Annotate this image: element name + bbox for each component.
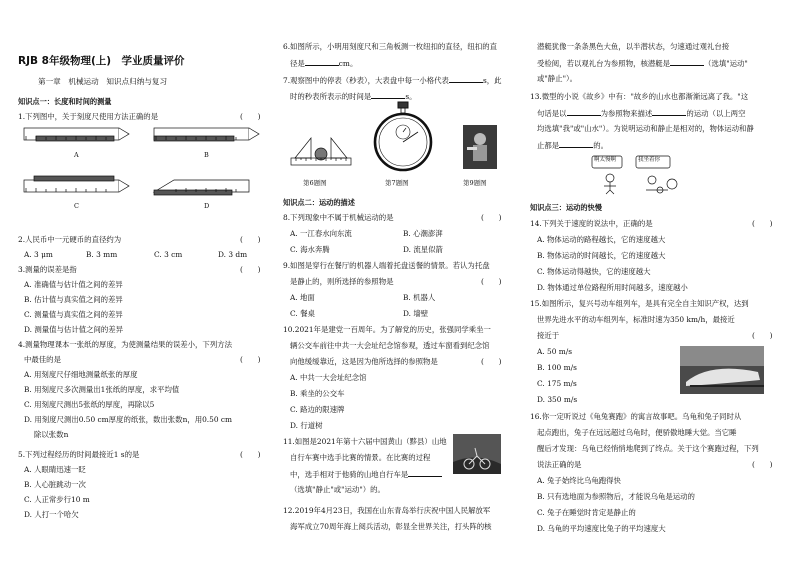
answer-blank[interactable] xyxy=(559,141,593,148)
middle-column xyxy=(283,0,513,561)
q10-option-b: B. 乘坐的公交车 xyxy=(290,389,345,398)
left-column xyxy=(18,0,273,561)
question-16-line-3: 醒后才发现：乌龟已经悄悄地爬到了终点。关于这个赛跑过程，下列 xyxy=(537,444,759,453)
answer-paren-1: ( ) xyxy=(240,112,261,121)
question-2: 2.人民币中一元硬币的直径约为 xyxy=(18,235,122,244)
q4-option-b: B. 用刻度尺多次测量出1张纸的厚度，求平均值 xyxy=(24,385,180,394)
right-column xyxy=(530,0,785,561)
question-11-line-1: 11.如图是2021年第十六届中国黄山（黟县）山地 xyxy=(283,437,447,446)
q9-option-b: B. 机器人 xyxy=(403,293,436,302)
q5-option-d: D. 人打一个哈欠 xyxy=(24,510,79,519)
answer-blank[interactable] xyxy=(371,92,405,99)
q16-option-a: A. 兔子始终比乌龟跑得快 xyxy=(537,476,621,485)
q8-option-c: C. 海水奔腾 xyxy=(290,245,330,254)
answer-blank[interactable] xyxy=(449,76,483,83)
q10-option-a: A. 中共一大会址纪念馆 xyxy=(290,373,367,382)
section-heading-2: 知识点二：运动的描述 xyxy=(283,198,355,207)
question-11-line-4: （选填"静止"或"运动"）的。 xyxy=(290,485,385,494)
q8-option-b: B. 心潮澎湃 xyxy=(403,229,443,238)
robot-waiter-photo xyxy=(463,125,497,169)
section-heading-3: 知识点三：运动的快慢 xyxy=(530,203,602,212)
q14-option-d: D. 物体通过单位路程所用时间越多，速度越小 xyxy=(537,283,688,292)
ruler-b xyxy=(154,128,259,141)
question-6-line-2: 径是 cm。 xyxy=(290,59,358,68)
q8-option-d: D. 流星似箭 xyxy=(403,245,443,254)
bike-scene xyxy=(453,434,501,474)
page-title: RJB 8年级物理(上) 学业质量评价 xyxy=(18,55,185,67)
q4-option-d-line-1: D. 用刻度尺测出0.50 cm厚度的纸张，数出张数n，用0.50 cm xyxy=(24,415,233,424)
option-label-a: A xyxy=(74,151,79,159)
ruler-a xyxy=(24,128,129,141)
question-6-line-1: 6.如图所示，小明用刻度尺和三角板测一枚纽扣的直径，纽扣的直 xyxy=(283,42,497,51)
option-label-b: B xyxy=(204,151,209,159)
q16-option-b: B. 只有选地面为参照物后，才能说乌龟是运动的 xyxy=(537,492,695,501)
question-15-line-1: 15.如图所示，复兴号动车组列车，是具有完全自主知识产权，达到 xyxy=(530,299,749,308)
q5-option-c: C. 人正常步行10 m xyxy=(24,495,90,504)
question-1: 1.下列图中，关于刻度尺使用方法正确的是 xyxy=(18,112,159,121)
answer-paren-10: ( ) xyxy=(481,357,502,366)
question-16-line-1: 16.你一定听说过《龟兔赛跑》的寓言故事吧。乌龟和兔子同时从 xyxy=(530,412,742,421)
speech-bubble-text-1: 啊太慢啊 xyxy=(594,157,617,163)
mountain-bike-photo xyxy=(453,434,501,474)
q3-option-a: A. 准确值与估计值之间的差异 xyxy=(24,280,123,289)
question-9-line-1: 9.如图是穿行在餐厅的机器人端着托盘送餐的情景。若认为托盘 xyxy=(283,261,490,270)
q14-option-b: B. 物体运动的时间越长，它的速度越大 xyxy=(537,251,666,260)
answer-blank[interactable] xyxy=(305,59,339,66)
question-13-line-1: 13.微型的小说《故乡》中有："故乡的山水也都渐渐远离了我。"这 xyxy=(530,92,749,101)
answer-paren-15: ( ) xyxy=(752,331,773,340)
question-13-line-2: 句话是以 为参照物来描述 的运动（以上两空 xyxy=(537,109,746,118)
q9-option-a: A. 地面 xyxy=(290,293,315,302)
answer-blank[interactable] xyxy=(408,470,442,477)
figure-7-caption: 第7题图 xyxy=(385,179,409,187)
ruler-figure xyxy=(24,124,264,224)
q9-option-c: C. 餐桌 xyxy=(290,309,315,318)
question-7-line-2: 时的秒表所表示的时间是 s。 xyxy=(290,92,417,101)
question-10-line-1: 10.2021年是建党一百周年。为了解党的历史，张强同学乘坐一 xyxy=(283,325,491,334)
question-5: 5.下列过程经历的时间最接近1 s的是 xyxy=(18,450,140,459)
question-4-line-1: 4.测量物理课本一张纸的厚度，为使测量结果的误差小，下列方法 xyxy=(18,340,232,349)
q15-option-a: A. 50 m/s xyxy=(537,347,573,356)
q8-option-a: A. 一江春水向东流 xyxy=(290,229,352,238)
question-3: 3.测量的误差是指 xyxy=(18,265,77,274)
q15-option-d: D. 350 m/s xyxy=(537,395,578,404)
q4-option-a: A. 用刻度尺仔细地测量纸张的厚度 xyxy=(24,370,138,379)
q15-option-c: C. 175 m/s xyxy=(537,379,577,388)
speech-bubble-text-2: 我坐着你 xyxy=(638,157,661,163)
answer-paren-2: ( ) xyxy=(240,235,261,244)
question-16-line-2: 起点跑出，兔子在远远超过乌龟时，便骄傲地睡大觉。当它睡 xyxy=(537,428,737,437)
q4-option-d-line-2: 除以张数n xyxy=(34,430,69,439)
answer-paren-14: ( ) xyxy=(752,219,773,228)
answer-blank[interactable] xyxy=(670,59,704,66)
q3-option-c: C. 测量值与真实值之间的差异 xyxy=(24,310,123,319)
question-8: 8.下列现象中不属于机械运动的是 xyxy=(283,213,394,222)
question-10-line-3: 向他缓缓靠近，这是因为他所选择的参照物是 xyxy=(290,357,438,366)
q10-option-d: D. 行道树 xyxy=(290,421,323,430)
ruler-c xyxy=(24,176,129,192)
q4-option-c: C. 用刻度尺测出5张纸的厚度，再除以5 xyxy=(24,400,155,409)
q2-option-c: C. 3 cm xyxy=(154,250,183,259)
question-7-line-1: 7.观察图中的停表（秒表），大表盘中每一小格代表 s，此 xyxy=(283,76,502,85)
answer-paren-16: ( ) xyxy=(752,460,773,469)
q2-option-d: D. 3 dm xyxy=(218,250,248,259)
chapter-subtitle: 第一章 机械运动 知识点归纳与复习 xyxy=(38,77,168,86)
high-speed-train-photo xyxy=(680,346,764,394)
answer-paren-8: ( ) xyxy=(481,213,502,222)
robot-silhouette xyxy=(463,125,497,169)
train-scene xyxy=(680,346,764,394)
q3-option-d: D. 测量值与估计值之间的差异 xyxy=(24,325,124,334)
question-14: 14.下列关于速度的说法中，正确的是 xyxy=(530,219,653,228)
question-16-line-4: 说法正确的是 xyxy=(537,460,582,469)
question-13-line-4: 止都是 的。 xyxy=(537,141,608,150)
q5-option-a: A. 人眼睛迅速一眨 xyxy=(24,465,86,474)
figure-6-caption: 第6题图 xyxy=(303,179,327,187)
question-15-line-2: 世界先进水平的动车组列车，标准时速为350 km/h，最接近 xyxy=(537,315,735,324)
question-13-line-3: 均选填"我"或"山水"）。为说明运动和静止是相对的，物体运动和静 xyxy=(537,124,754,133)
q16-option-c: C. 兔子在睡觉时肯定是静止的 xyxy=(537,508,636,517)
q9-option-d: D. 墙壁 xyxy=(403,309,429,318)
q5-option-b: B. 人心脏跳动一次 xyxy=(24,480,86,489)
question-12-line-3: 潜艇犹像一条条黑色大鱼，以半潜状态，匀速通过观礼台接 xyxy=(537,42,730,51)
question-12-line-2: 海军成立70周年海上阅兵活动，彰显全世界关注，打头阵的核 xyxy=(290,522,492,531)
q10-option-c: C. 路边的限速牌 xyxy=(290,405,345,414)
question-12-line-1: 12.2019年4月23日，我国在山东青岛举行庆祝中国人民解放军 xyxy=(283,506,491,515)
question-11-line-3: 中，选手相对于他骑的山地自行车是 xyxy=(290,470,442,478)
answer-blank[interactable] xyxy=(567,109,601,116)
answer-paren-3: ( ) xyxy=(240,265,261,274)
question-12-line-4: 受检阅，若以观礼台为参照物，核潜艇是 （选填"运动" xyxy=(537,59,748,68)
q14-option-a: A. 物体运动的路程越长，它的速度越大 xyxy=(537,235,666,244)
q2-option-a: A. 3 μm xyxy=(24,250,53,259)
q2-option-b: B. 3 mm xyxy=(86,250,118,259)
figure-9-caption: 第9题图 xyxy=(463,179,487,187)
option-label-d: D xyxy=(204,202,210,210)
question-9-line-2: 是静止的，则所选择的参照物是 xyxy=(290,277,394,286)
answer-paren-5: ( ) xyxy=(240,450,261,459)
q15-option-b: B. 100 m/s xyxy=(537,363,577,372)
question-4-line-2: 中最佳的是 xyxy=(24,355,61,364)
stopwatch-figure xyxy=(371,102,435,174)
answer-paren-9: ( ) xyxy=(481,277,502,286)
ruler-d xyxy=(154,180,249,195)
q16-option-d: D. 乌龟的平均速度比兔子的平均速度大 xyxy=(537,524,666,533)
answer-paren-4: ( ) xyxy=(240,355,261,364)
answer-blank[interactable] xyxy=(652,109,686,116)
question-11-line-2: 自行车赛中选手比赛的情景。在比赛的过程 xyxy=(290,453,431,462)
option-label-c: C xyxy=(74,202,79,210)
button-measure-figure xyxy=(291,128,351,168)
q14-option-c: C. 物体运动得越快，它的速度越大 xyxy=(537,267,651,276)
section-heading-1: 知识点一：长度和时间的测量 xyxy=(18,97,112,106)
q3-option-b: B. 估计值与真实值之间的差异 xyxy=(24,295,123,304)
question-15-line-3: 接近于 xyxy=(537,331,560,340)
question-12-line-5: 或"静止"）。 xyxy=(537,74,578,83)
question-10-line-2: 辆公交车前往中共一大会址纪念馆参观，透过车窗看到纪念馆 xyxy=(290,341,490,350)
